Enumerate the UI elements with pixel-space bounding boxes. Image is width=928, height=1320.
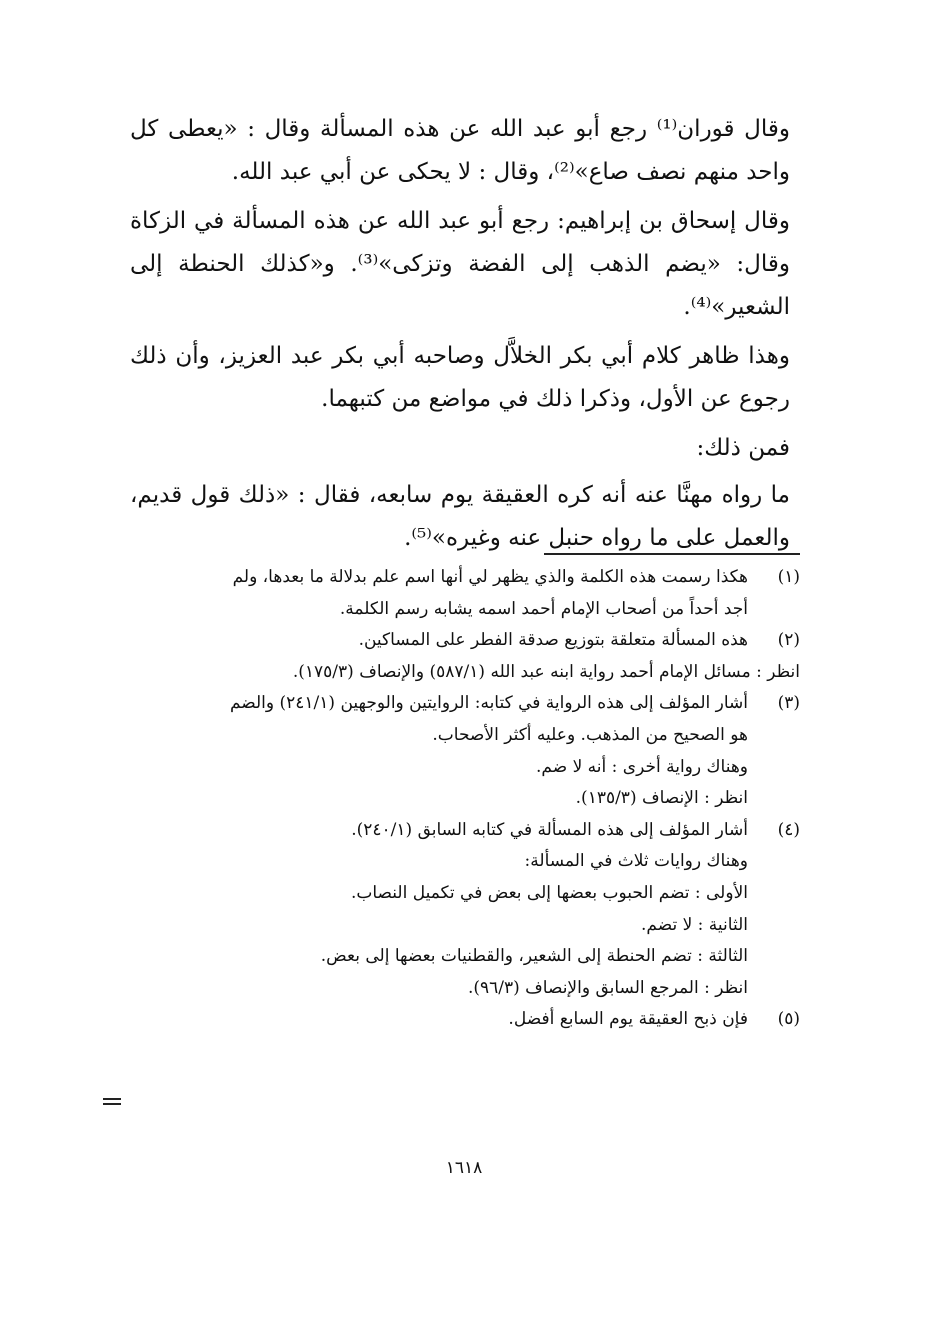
footnote-line: وهناك رواية أخرى : أنه لا ضم. (536, 756, 748, 777)
footnote-body (120, 688, 748, 814)
footnote-line: وهناك روايات ثلاث في المسألة: (524, 851, 748, 872)
footnote-3 (120, 688, 800, 814)
paragraph-5: ما رواه مهنَّا عنه أنه كره العقيقة يوم سابعه، فقال : «ذلك قول قديم، والعمل على ما رواه حنبل عنه وغيره»⁽⁵⁾. (130, 482, 790, 551)
footnote-number: (١) (777, 567, 800, 587)
footnote-number: (٤) (777, 819, 800, 840)
main-text (130, 108, 790, 566)
footnote-1 (120, 562, 800, 625)
footnotes (120, 562, 800, 1036)
paragraph-1: وقال قوران⁽¹⁾ رجع أبو عبد الله عن هذه المسألة وقال : «يعطى كل واحد منهم نصف صاع»⁽²⁾، وقال : لا يحكى عن أبي عبد الله. (130, 116, 790, 185)
footnote-line: هو الصحيح من المذهب. وعليه أكثر الأصحاب. (432, 724, 748, 745)
footnote-line: فإن ذبح العقيقة يوم السابع أفضل. (508, 1009, 748, 1030)
footnote-line: انظر : الإنصاف (١٣٥/٣). (575, 788, 748, 809)
footnote-5 (120, 1004, 800, 1036)
footnote-body (120, 625, 748, 657)
footnote-divider (544, 553, 800, 555)
footnote-body (120, 1004, 748, 1036)
footnote-line: الثانية : لا تضم. (640, 914, 748, 935)
footnote-reference-line: انظر : مسائل الإمام أحمد رواية ابنه عبد الله (٥٨٧/١) والإنصاف (١٧٥/٣). (292, 661, 800, 682)
paragraph-4: فمن ذلك: (696, 435, 790, 461)
footnote-line: انظر : المرجع السابق والإنصاف (٩٦/٣). (467, 977, 748, 998)
page-number: ١٦١٨ (445, 1158, 483, 1178)
footnote-line: الأولى : تضم الحبوب بعضها إلى بعض في تكميل النصاب. (350, 882, 748, 903)
margin-continuation-mark (103, 1098, 121, 1106)
footnote-2 (120, 625, 800, 657)
footnote-line: الثالثة : تضم الحنطة إلى الشعير، والقطنيات بعضها إلى بعض. (320, 946, 748, 967)
footnote-line: هكذا رسمت هذه الكلمة والذي يظهر لي أنها اسم علم بدلالة ما بعدها، ولم (232, 567, 748, 587)
paragraph-2: وقال إسحاق بن إبراهيم: رجع أبو عبد الله عن هذه المسألة في الزكاة وقال: «يضم الذهب إلى الفضة وتزكى»⁽³⁾. و«كذلك الحنطة إلى الشعير»⁽⁴⁾. (130, 208, 790, 320)
footnote-line: هذه المسألة متعلقة بتوزيع صدقة الفطر على المساكين. (358, 630, 748, 651)
footnote-line: أجد أحداً من أصحاب الإمام أحمد اسمه يشابه رسم الكلمة. (339, 598, 748, 619)
footnote-4 (120, 815, 800, 1005)
footnote-body (120, 562, 748, 625)
footnote-body (120, 815, 748, 1005)
footnote-line: أشار المؤلف إلى هذه المسألة في كتابه السابق (٢٤٠/١). (351, 819, 748, 840)
footnote-number: (٥) (777, 1009, 800, 1030)
footnote-number: (٣) (777, 693, 800, 714)
footnote-line: أشار المؤلف إلى هذه الرواية في كتابه: الروايتين والوجهين (٢٤١/١) والضم (229, 693, 748, 714)
footnote-number: (٢) (777, 630, 800, 651)
paragraph-3: وهذا ظاهر كلام أبي بكر الخلاَّل وصاحبه أبي بكر عبد العزيز، وأن ذلك رجوع عن الأول، وذكرا ذلك في مواضع من كتبهما. (130, 343, 790, 412)
